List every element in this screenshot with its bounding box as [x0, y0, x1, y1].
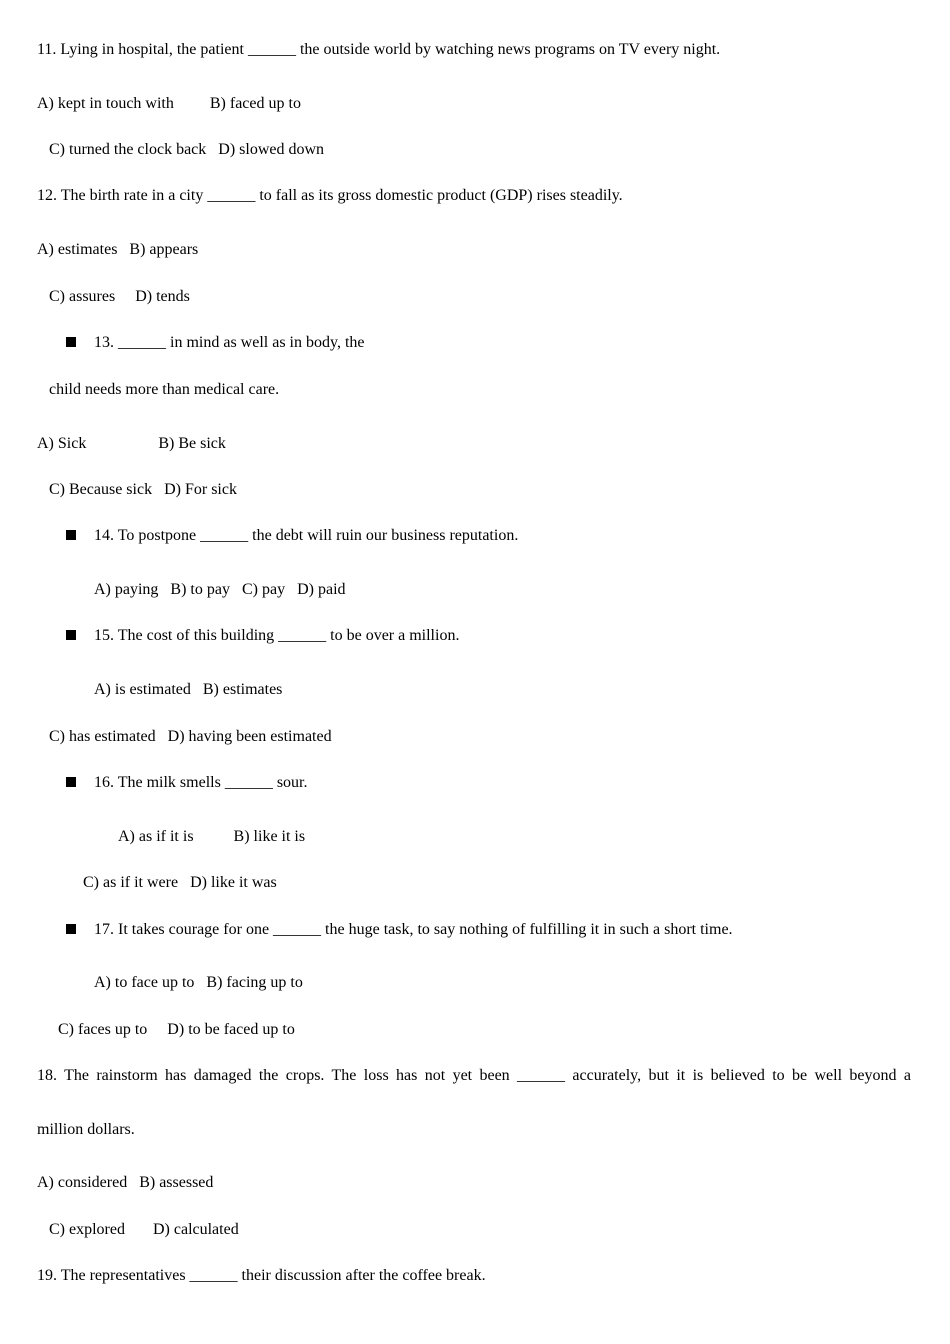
bullet-icon [66, 777, 76, 787]
question-17-options-ab: A) to face up to B) facing up to [94, 974, 303, 991]
question-18-stem-continued: million dollars. [37, 1121, 135, 1138]
question-13-stem-continued: child needs more than medical care. [49, 381, 280, 398]
question-17-stem: 17. It takes courage for one ______ the huge task, to say nothing of fulfilling it in such a short time. [94, 921, 733, 938]
question-15-options-ab: A) is estimated B) estimates [94, 681, 283, 698]
bullet-icon [66, 530, 76, 540]
question-17-options-cd: C) faces up to D) to be faced up to [58, 1021, 295, 1038]
question-15-options-cd: C) has estimated D) having been estimated [49, 728, 332, 745]
question-11-stem: 11. Lying in hospital, the patient ______ the outside world by watching news programs on TV every night. [37, 41, 721, 58]
question-11-options-ab: A) kept in touch with B) faced up to [37, 95, 301, 112]
question-12-stem: 12. The birth rate in a city ______ to fall as its gross domestic product (GDP) rises steadily. [37, 187, 623, 204]
question-14-options: A) paying B) to pay C) pay D) paid [94, 581, 346, 598]
question-16-options-cd: C) as if it were D) like it was [83, 874, 277, 891]
bullet-icon [66, 337, 76, 347]
bullet-icon [66, 924, 76, 934]
question-14-stem: 14. To postpone ______ the debt will ruin our business reputation. [94, 527, 519, 544]
bullet-icon [66, 630, 76, 640]
question-12-options-cd: C) assures D) tends [49, 288, 190, 305]
question-13-stem: 13. ______ in mind as well as in body, the [94, 334, 365, 351]
question-11-options-cd: C) turned the clock back D) slowed down [49, 141, 325, 158]
question-12-options-ab: A) estimates B) appears [37, 241, 199, 258]
question-18-stem: 18. The rainstorm has damaged the crops. The loss has not yet been ______ accurately, but it is believed to be well beyond a [37, 1067, 911, 1084]
question-19-stem: 19. The representatives ______ their discussion after the coffee break. [37, 1267, 486, 1284]
question-18-options-cd: C) explored D) calculated [49, 1221, 239, 1238]
question-18-options-ab: A) considered B) assessed [37, 1174, 214, 1191]
question-16-stem: 16. The milk smells ______ sour. [94, 774, 308, 791]
question-16-options-ab: A) as if it is B) like it is [118, 828, 306, 845]
question-13-options-ab: A) Sick B) Be sick [37, 435, 226, 452]
question-13-options-cd: C) Because sick D) For sick [49, 481, 237, 498]
question-15-stem: 15. The cost of this building ______ to be over a million. [94, 627, 460, 644]
